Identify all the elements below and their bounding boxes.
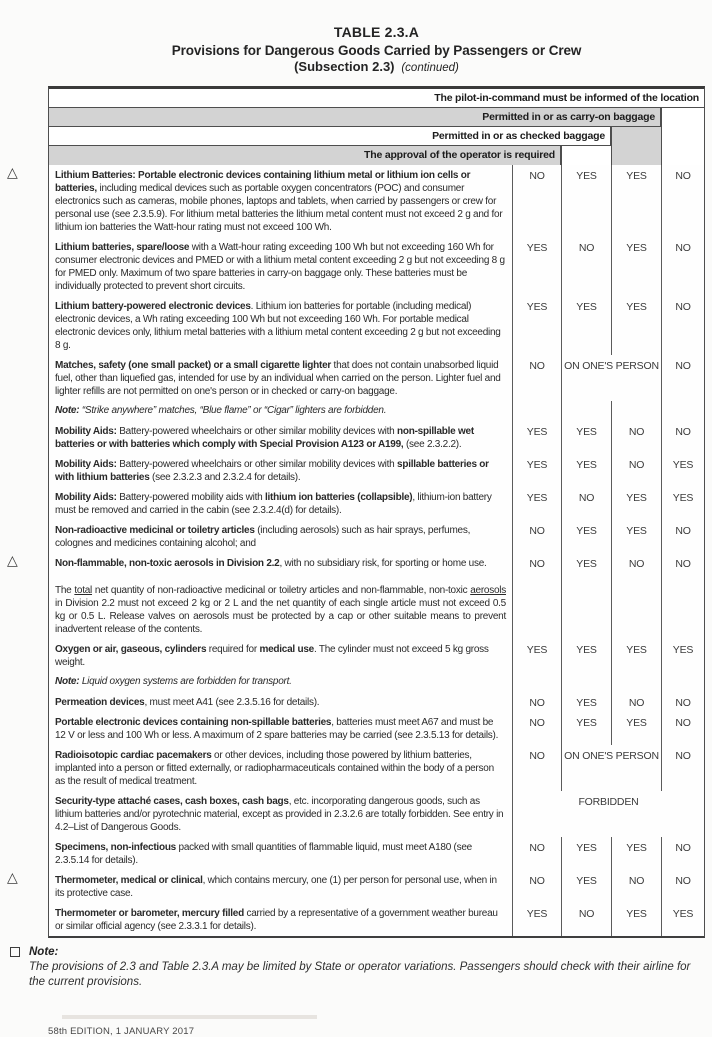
value-cell: NO	[512, 355, 561, 401]
description-segment: packed with small quantities of flammable liquid, must meet A180 (see 2.3.5.14 for details).	[55, 841, 472, 866]
value-cell: NO	[512, 745, 561, 791]
triangle-change-icon: △	[7, 551, 18, 568]
value-cell: YES	[512, 487, 561, 520]
value-cell: FORBIDDEN	[512, 791, 704, 837]
value-cell: YES	[611, 712, 661, 745]
header-column-strip	[611, 127, 661, 165]
description-segment: Security-type attaché cases, cash boxes, cash bags	[55, 795, 289, 807]
description-segment: total	[74, 584, 93, 596]
description-segment: , must meet A41 (see 2.3.5.16 for details).	[144, 696, 320, 708]
value-cell: NO	[512, 553, 561, 573]
row-description	[49, 672, 512, 692]
description-segment: medical use	[259, 643, 314, 655]
value-cell	[561, 573, 611, 639]
value-cell	[611, 573, 661, 639]
value-cell: YES	[561, 520, 611, 553]
description-segment: Permeation devices	[55, 696, 145, 708]
header-column-strip	[661, 108, 704, 165]
table-row	[49, 903, 704, 936]
value-cell: NO	[661, 553, 704, 573]
description-segment: Oxygen or air, gaseous, cylinders	[55, 643, 207, 655]
description-segment: Note:	[55, 675, 82, 687]
header-step-checked: Permitted in or as checked baggage	[49, 127, 611, 146]
value-cell: YES	[512, 639, 561, 672]
table-row	[49, 237, 704, 296]
value-cell: YES	[561, 639, 611, 672]
description-segment: required for	[206, 643, 260, 655]
value-cell: ON ONE'S PERSON	[561, 355, 661, 401]
row-description	[49, 692, 512, 712]
row-description	[49, 520, 512, 553]
header-column-strip	[561, 146, 611, 165]
value-cell: YES	[611, 165, 661, 237]
value-cell: YES	[561, 837, 611, 870]
description-segment: with a Watt-hour rating exceeding 100 Wh but not exceeding 160 Wh for consumer electronic devices and PMED or with a lithium metal content exceeding 2 g but not exceeding 8 g for PMED only. Maximum of two spare batteries in carry-on baggage only. These batteries must be individually protected to prevent short circuits.	[55, 241, 505, 292]
value-cell: NO	[611, 870, 661, 903]
value-cell: YES	[561, 553, 611, 573]
row-description	[49, 355, 512, 401]
row-description	[7, 868, 512, 903]
footnote-block	[10, 946, 706, 990]
scanned-document-page	[0, 24, 712, 1037]
value-cell	[561, 672, 611, 692]
table-row	[7, 868, 704, 903]
description-segment: Thermometer or barometer, mercury filled	[55, 907, 244, 919]
description-segment: (see 2.3.2.2).	[403, 438, 462, 450]
description-segment: Non-flammable, non-toxic aerosols in Division 2.2	[55, 557, 280, 569]
description-segment: Lithium Batteries: Portable electronic devices containing lithium metal or lithium ion cells or batteries,	[55, 169, 471, 194]
value-cell: YES	[561, 421, 611, 454]
value-cell: YES	[611, 487, 661, 520]
triangle-change-icon: △	[7, 868, 18, 885]
value-cell: NO	[611, 454, 661, 487]
value-cell: NO	[561, 487, 611, 520]
description-segment: “Strike anywhere” matches, “Blue flame” or “Cigar” lighters are forbidden.	[81, 404, 387, 416]
value-cell: YES	[661, 903, 704, 936]
value-cell: YES	[611, 837, 661, 870]
table-row	[49, 573, 704, 639]
value-cell: YES	[512, 296, 561, 355]
table-row	[49, 712, 704, 745]
table-number-title: TABLE 2.3.A	[333, 24, 420, 40]
table-row	[49, 421, 704, 454]
value-cell: ON ONE'S PERSON	[561, 745, 661, 791]
value-cell: YES	[661, 454, 704, 487]
description-segment: Radioisotopic cardiac pacemakers	[55, 749, 212, 761]
value-cell: NO	[661, 520, 704, 553]
description-segment: . The cylinder must not exceed 5 kg gross weight.	[55, 643, 489, 668]
value-cell: NO	[512, 870, 561, 903]
row-description	[49, 401, 512, 421]
value-cell	[512, 401, 561, 421]
value-cell	[661, 672, 704, 692]
description-segment: Note:	[55, 404, 82, 416]
value-cell: NO	[611, 692, 661, 712]
table-subtitle	[48, 59, 705, 76]
value-cell: YES	[561, 165, 611, 237]
value-cell: YES	[512, 421, 561, 454]
header-step-carry-on: Permitted in or as carry-on baggage	[49, 108, 661, 127]
description-segment: that does not contain unabsorbed liquid fuel, other than liquefied gas, intended for use by an individual when carried on the person. Lighter fuel and lighter refills are not permitted on one's person or in checked or carry-on baggage.	[55, 359, 501, 397]
description-segment: (see 2.3.2.3 and 2.3.2.4 for details).	[149, 471, 301, 483]
table-row	[49, 791, 704, 837]
dangerous-goods-table	[7, 86, 705, 938]
header-step-pilot-informed: The pilot-in-command must be informed of the location	[49, 89, 704, 108]
value-cell: NO	[661, 745, 704, 791]
table-main-title: Provisions for Dangerous Goods Carried by Passengers or Crew	[171, 42, 582, 58]
triangle-change-icon: △	[7, 163, 18, 180]
value-cell: NO	[661, 237, 704, 296]
value-cell: YES	[611, 237, 661, 296]
description-segment: Matches, safety (one small packet) or a small cigarette lighter	[55, 359, 332, 371]
row-description	[49, 487, 512, 520]
table-body	[7, 163, 704, 936]
table-row	[49, 296, 704, 355]
row-description	[49, 296, 512, 355]
scan-artifact	[62, 1015, 317, 1019]
value-cell: NO	[512, 520, 561, 553]
row-description	[49, 745, 512, 791]
value-cell: YES	[512, 237, 561, 296]
description-segment: aerosols	[470, 584, 507, 596]
value-cell: YES	[661, 487, 704, 520]
value-cell: NO	[512, 692, 561, 712]
value-cell: NO	[661, 355, 704, 401]
description-segment: spillable batteries or with lithium batteries	[55, 458, 489, 483]
table-row	[7, 163, 704, 237]
footnote-text: The provisions of 2.3 and Table 2.3.A may be limited by State or operator variations. Passengers should check with their airline for the current provisions.	[29, 960, 691, 989]
footnote-heading	[10, 946, 706, 958]
header-step-operator-approval: The approval of the operator is required	[49, 146, 561, 165]
description-segment: Battery-powered mobility aids with	[116, 491, 265, 503]
description-segment: Lithium battery-powered electronic devices	[55, 300, 251, 312]
value-cell: YES	[512, 454, 561, 487]
value-cell	[661, 573, 704, 639]
value-cell: YES	[561, 870, 611, 903]
value-cell: YES	[611, 639, 661, 672]
description-segment: The	[55, 584, 75, 596]
value-cell: NO	[661, 421, 704, 454]
value-cell: YES	[561, 296, 611, 355]
value-cell: YES	[611, 903, 661, 936]
description-segment: (including aerosols) such as hair sprays, perfumes, colognes and medicines containing alcohol; and	[55, 524, 471, 549]
description-segment: non-spillable wet batteries or with batteries which comply with Special Provision A123 or A199,	[55, 425, 474, 450]
table-row	[49, 639, 704, 672]
row-description	[49, 837, 512, 870]
table-row	[49, 745, 704, 791]
table-note-row	[49, 672, 704, 692]
table-row	[49, 692, 704, 712]
value-cell	[611, 401, 661, 421]
table-row	[49, 520, 704, 553]
document-title-block	[48, 24, 705, 76]
row-description	[49, 454, 512, 487]
value-cell	[512, 573, 561, 639]
description-segment: in Division 2.2 must not exceed 2 kg or 2 L and the net quantity of each single article must not exceed 0.5 kg or 0.5 L. Release valves on aerosols must be protected by a cap or other suitable means to prevent inadvertent release of the contents.	[55, 597, 506, 635]
row-description	[49, 903, 512, 936]
edition-footer: 58th EDITION, 1 JANUARY 2017	[48, 1026, 195, 1037]
value-cell: YES	[561, 454, 611, 487]
description-segment: or other devices, including those powered by lithium batteries, implanted into a person or fitted externally, or radiopharmaceuticals contained within the body of a person as the result of medical treatment.	[55, 749, 494, 787]
row-description	[7, 551, 512, 573]
description-segment: Battery-powered wheelchairs or other similar mobility devices with	[116, 425, 398, 437]
value-cell: NO	[561, 237, 611, 296]
description-segment: Mobility Aids:	[55, 425, 117, 437]
value-cell	[661, 401, 704, 421]
description-segment: carried by a representative of a government weather bureau or similar official agency (see 2.3.3.1 for details).	[55, 907, 498, 932]
value-cell: NO	[661, 870, 704, 903]
square-change-icon	[10, 947, 20, 957]
description-segment: , etc. incorporating dangerous goods, such as lithium batteries and/or pyrotechnic material, except as provided in 2.3.2.6 are totally forbidden. See entry in 4.2–List of Dangerous Goods.	[55, 795, 504, 833]
table-note-row	[49, 401, 704, 421]
value-cell	[512, 672, 561, 692]
row-description	[7, 163, 512, 237]
subsection-label: (Subsection 2.3)	[294, 59, 395, 75]
description-segment: Battery-powered wheelchairs or other similar mobility devices with	[116, 458, 398, 470]
description-segment: , with no subsidiary risk, for sporting or home use.	[279, 557, 487, 569]
stepped-table-header	[49, 89, 704, 165]
value-cell: NO	[661, 165, 704, 237]
description-segment: Portable electronic devices containing non-spillable batteries	[55, 716, 332, 728]
value-cell: NO	[512, 837, 561, 870]
value-cell: YES	[561, 692, 611, 712]
value-cell: YES	[661, 639, 704, 672]
description-segment: , which contains mercury, one (1) per person for personal use, when in its protective case.	[55, 874, 497, 899]
value-cell: YES	[611, 520, 661, 553]
table-row	[49, 837, 704, 870]
value-cell: NO	[512, 712, 561, 745]
description-segment: including medical devices such as portable oxygen concentrators (POC) and consumer electronics such as cameras, mobile phones, laptops and tablets, when carried by passengers or crew for personal use (see 2.3.5.9). For lithium metal batteries the lithium metal content must not exceed 2 g and for lithium ion batteries the Watt-hour rating must not exceed 100 Wh.	[55, 182, 503, 233]
description-segment: Mobility Aids:	[55, 491, 117, 503]
description-segment: , batteries must meet A67 and must be 12 V or less and 100 Wh or less. A maximum of 2 spare batteries may be carried (see 2.3.5.13 for details).	[55, 716, 499, 741]
description-segment: Specimens, non-infectious	[55, 841, 176, 853]
description-segment: , lithium-ion battery must be removed and carried in the cabin (see 2.3.2.4(d) for details).	[55, 491, 492, 516]
value-cell: NO	[661, 837, 704, 870]
value-cell: NO	[661, 296, 704, 355]
description-segment: Mobility Aids:	[55, 458, 117, 470]
row-description	[49, 421, 512, 454]
table-row	[49, 487, 704, 520]
table-row	[49, 454, 704, 487]
continued-label: (continued)	[401, 62, 459, 75]
value-cell: YES	[561, 712, 611, 745]
value-cell: NO	[512, 165, 561, 237]
row-description	[49, 573, 512, 639]
description-segment: Thermometer, medical or clinical	[55, 874, 203, 886]
description-segment: Non-radioactive medicinal or toiletry articles	[55, 524, 255, 536]
value-cell	[611, 672, 661, 692]
value-cell: NO	[611, 421, 661, 454]
description-segment: . Lithium ion batteries for portable (including medical) electronic devices, a Wh rating exceeding 100 Wh but not exceeding 160 Wh. For portable medical electronic devices only, lithium metal batteries with a lithium metal content exceeding 2 g but not exceeding 8 g.	[55, 300, 501, 351]
description-segment: Lithium batteries, spare/loose	[55, 241, 190, 253]
description-segment: Liquid oxygen systems are forbidden for transport.	[81, 675, 292, 687]
row-description	[49, 639, 512, 672]
description-segment: lithium ion batteries (collapsible)	[264, 491, 413, 503]
row-description	[49, 712, 512, 745]
value-cell: NO	[661, 692, 704, 712]
value-cell	[561, 401, 611, 421]
value-cell: NO	[661, 712, 704, 745]
footnote-label: Note:	[29, 945, 59, 958]
value-cell: YES	[512, 903, 561, 936]
value-cell: YES	[611, 296, 661, 355]
table-row	[49, 355, 704, 401]
table-row	[7, 551, 704, 573]
description-segment: net quantity of non-radioactive medicinal or toiletry articles and non-flammable, non-toxic	[92, 584, 471, 596]
row-description	[49, 237, 512, 296]
row-description	[49, 791, 512, 837]
value-cell: NO	[561, 903, 611, 936]
value-cell: NO	[611, 553, 661, 573]
